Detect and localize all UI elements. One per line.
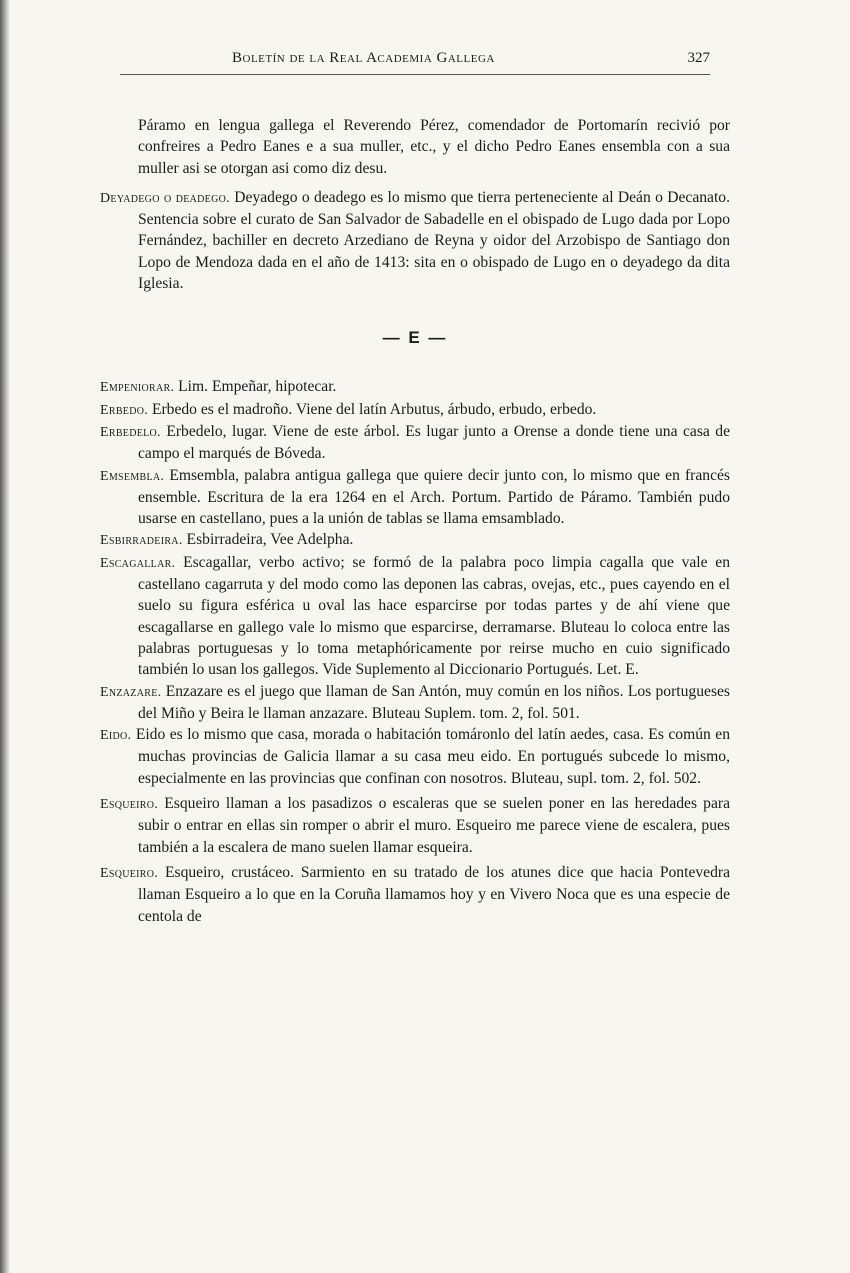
entry-text: Esqueiro, crustáceo. Sarmiento en su tratado de los atunes dice que hacia Pontevedra llaman Esqueiro a lo que en la Coruña llamamos hoy y en Vivero Noca que es una especie de centola de (138, 863, 730, 925)
page-number: 327 (687, 50, 710, 66)
entry-text: Enzazare es el juego que llaman de San Antón, muy común en los niños. Los portugueses del Miño y Beira le llaman anzazare. Bluteau Suplem. tom. 2, fol. 501. (138, 682, 730, 722)
entry-esqueiro-1 (100, 793, 730, 858)
entry-escagallar (100, 552, 730, 681)
header-rule (120, 74, 710, 75)
entry-esqueiro-2 (100, 862, 730, 927)
entry-text: Erbedelo, lugar. Viene de este árbol. Es lugar junto a Orense a donde tiene una casa de campo el marqués de Bóveda. (138, 422, 730, 463)
entry-head: Erbedo. (100, 402, 149, 418)
entry-eido (100, 724, 730, 789)
entry-deyadego (100, 187, 730, 294)
entry-head: Esqueiro. (100, 797, 159, 813)
entry-head: Esbirradeira. (100, 533, 183, 549)
entry-text: Emsembla, palabra antigua gallega que quiere decir junto con, lo mismo que en francés ensemble. Escritura de la era 1264 en el Arch. Portum. Partido de Páramo. También pudo usarse en castellano, pues a la unión de tablas se llama emsamblado. (138, 466, 730, 528)
entry-erbedo (100, 399, 730, 421)
section-letter-e: — E — (382, 328, 448, 348)
entry-erbedelo (100, 421, 730, 465)
entry-text: Esqueiro llaman a los pasadizos o escaleras que se suelen poner en las heredades para subir o entrar en ellas sin romper o abrir el muro. Esqueiro me parece viene de escalera, pues también a la escalera de mano suelen llamar esqueira. (138, 795, 730, 856)
entry-head: Esqueiro. (100, 865, 159, 881)
entry-text: Esbirradeira, Vee Adelpha. (186, 531, 354, 549)
page-header (120, 50, 710, 80)
entry-head: Eido. (100, 728, 132, 744)
entry-head: Emsembla. (100, 468, 165, 484)
entry-emsembla (100, 465, 730, 530)
entry-text: Eido es lo mismo que casa, morada o habitación tomáronlo del latín aedes, casa. Es común en muchas provincias de Galicia llamar a su casa meu eido. En portugués subcede lo mismo, especialmente en las provincias que confinan con nosotros. Bluteau, supl. tom. 2, fol. 502. (135, 726, 730, 787)
intro-paragraph: Páramo en lengua gallega el Reverendo Pérez, comendador de Portomarín recivió por confreires a Pedro Eanes e a sua muller, etc., y el dicho Pedro Eanes ensembla con a sua muller asi se otorgan asi como diz desu. (138, 117, 730, 177)
entry-text: Erbedo es el madroño. Viene del latín Arbutus, árbudo, erbudo, erbedo. (151, 400, 597, 418)
entry-head: Erbedelo. (100, 424, 161, 440)
entry-head: Escagallar. (100, 555, 176, 571)
main-text (100, 115, 730, 927)
page-binding-edge (0, 0, 10, 1273)
entry-text: Escagallar, verbo activo; se formó de la palabra poco limpia cagalla que vale en castellano cagarruta y del modo como las deponen las cabras, ovejas, etc., pues cayendo en el suelo su figura esférica u oval las hace esparcirse por todas partes y de ahí viene que escagallarse en gallego vale lo mismo que esparcirse, derramarse. Bluteau lo coloca entre las palabras portuguesas y lo toma metaphóricamente por reirse mucho en cuio significado también lo usan los gallegos. Vide Suplemento al Diccionario Portugués. Let. E. (138, 553, 730, 679)
entry-enzazare (100, 681, 730, 725)
entry-head: Deyadego o deadego. (100, 190, 230, 206)
entry-empeniorar (100, 376, 730, 398)
entry-text: Lim. Empeñar, hipotecar. (178, 378, 337, 396)
entry-head: Empeniorar. (100, 380, 175, 396)
running-title: Boletín de la Real Academia Gallega (232, 50, 495, 66)
entry-text: Deyadego o deadego es lo mismo que tierra perteneciente al Deán o Decanato. Sentencia sobre el curato de San Salvador de Sabadelle en el obispado de Lugo dada por Lopo Fernández, bachiller en decreto Arzediano de Reyna y oidor del Arzobispo de Santiago don Lopo de Mendoza dada en el año de 1413: sita en o obispado de Lugo en o deyadego da dita Iglesia. (138, 188, 730, 293)
entry-head: Enzazare. (100, 684, 162, 700)
entry-esbirradeira (100, 529, 730, 551)
